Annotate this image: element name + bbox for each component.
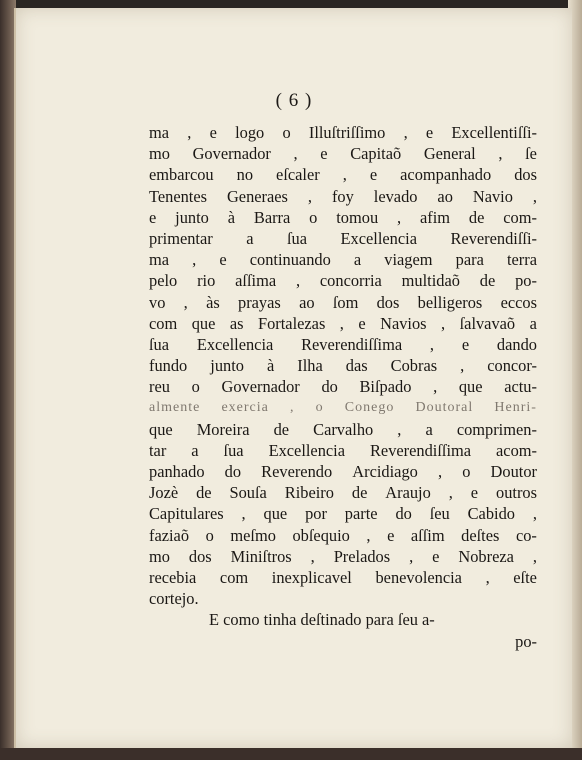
catchword: po- bbox=[515, 631, 537, 651]
text-line bbox=[149, 419, 537, 440]
line-text: ſua Excellencia Reverendiſſima , e dando bbox=[149, 334, 537, 354]
line-text: recebia com inexplicavel benevolencia , eſte bbox=[149, 567, 537, 587]
line-text: Tenentes Generaes , foy levado ao Navio , bbox=[149, 186, 537, 206]
line-text: ma , e continuando a viagem para terra bbox=[149, 250, 537, 270]
line-text: vo , às prayas ao ſom dos belligeros eccos bbox=[149, 292, 537, 312]
line-text: e junto à Barra o tomou , afim de com- bbox=[149, 207, 537, 227]
text-line bbox=[149, 292, 537, 313]
line-text: que Moreira de Carvalho , a comprimen- bbox=[149, 419, 537, 439]
text-line bbox=[149, 376, 537, 397]
text-line bbox=[149, 313, 537, 334]
line-text: tar a ſua Excellencia Reverendiſſima acom- bbox=[149, 440, 537, 460]
line-text-faded: almente exercia , o Conego Doutoral Henri- bbox=[149, 400, 537, 416]
text-line bbox=[149, 482, 537, 503]
line-text: fundo junto à Ilha das Cobras , concor- bbox=[149, 356, 537, 376]
line-text: Jozè de Souſa Ribeiro de Araujo , e outros bbox=[149, 483, 537, 503]
text-line bbox=[149, 440, 537, 461]
text-line bbox=[149, 207, 537, 228]
line-text: reu o Governador do Biſpado , que actu- bbox=[149, 377, 537, 397]
text-line bbox=[149, 334, 537, 355]
line-text: com que as Fortalezas , e Navios , ſalvavaõ a bbox=[149, 313, 537, 333]
line-text: ma , e logo o Illuſtriſſimo , e Excellentiſſi- bbox=[149, 123, 537, 142]
line-text: primentar a ſua Excellencia Reverendiſſi- bbox=[149, 228, 537, 248]
text-line bbox=[149, 249, 537, 270]
line-text: pelo rio aſſima , concorria multidaõ de po- bbox=[149, 271, 537, 291]
text-line bbox=[149, 397, 537, 418]
text-line bbox=[149, 186, 537, 207]
text-line bbox=[149, 122, 537, 143]
line-text: embarcou no eſcaler , e acompanhado dos bbox=[149, 165, 537, 185]
text-line bbox=[149, 461, 537, 482]
text-line bbox=[149, 164, 537, 185]
text-line bbox=[149, 270, 537, 291]
text-line bbox=[149, 567, 537, 588]
book-page bbox=[14, 8, 572, 748]
paragraph-start-line bbox=[149, 609, 537, 630]
scan-bottom-edge bbox=[0, 748, 582, 760]
line-text: faziaõ o meſmo obſequio , e aſſim deſtes co- bbox=[149, 525, 537, 545]
line-text: panhado do Reverendo Arcidiago , o Doutor bbox=[149, 462, 537, 481]
text-line bbox=[149, 525, 537, 546]
line-text: Capitulares , que por parte do ſeu Cabido , bbox=[149, 504, 537, 524]
text-line bbox=[149, 228, 537, 249]
text-line bbox=[149, 588, 537, 609]
text-line bbox=[149, 546, 537, 567]
line-text: E como tinha deſtinado para ſeu a- bbox=[209, 610, 435, 630]
text-line bbox=[149, 503, 537, 524]
line-text: mo Governador , e Capitaõ General , ſe bbox=[149, 144, 537, 164]
line-text: cortejo. bbox=[149, 589, 199, 609]
text-line bbox=[149, 143, 537, 164]
catchword-line bbox=[149, 631, 537, 652]
text-line bbox=[149, 355, 537, 376]
body-text bbox=[149, 122, 537, 652]
page-number: ( 6 ) bbox=[275, 90, 313, 111]
line-text: mo dos Miniſtros , Prelados , e Nobreza , bbox=[149, 546, 537, 566]
